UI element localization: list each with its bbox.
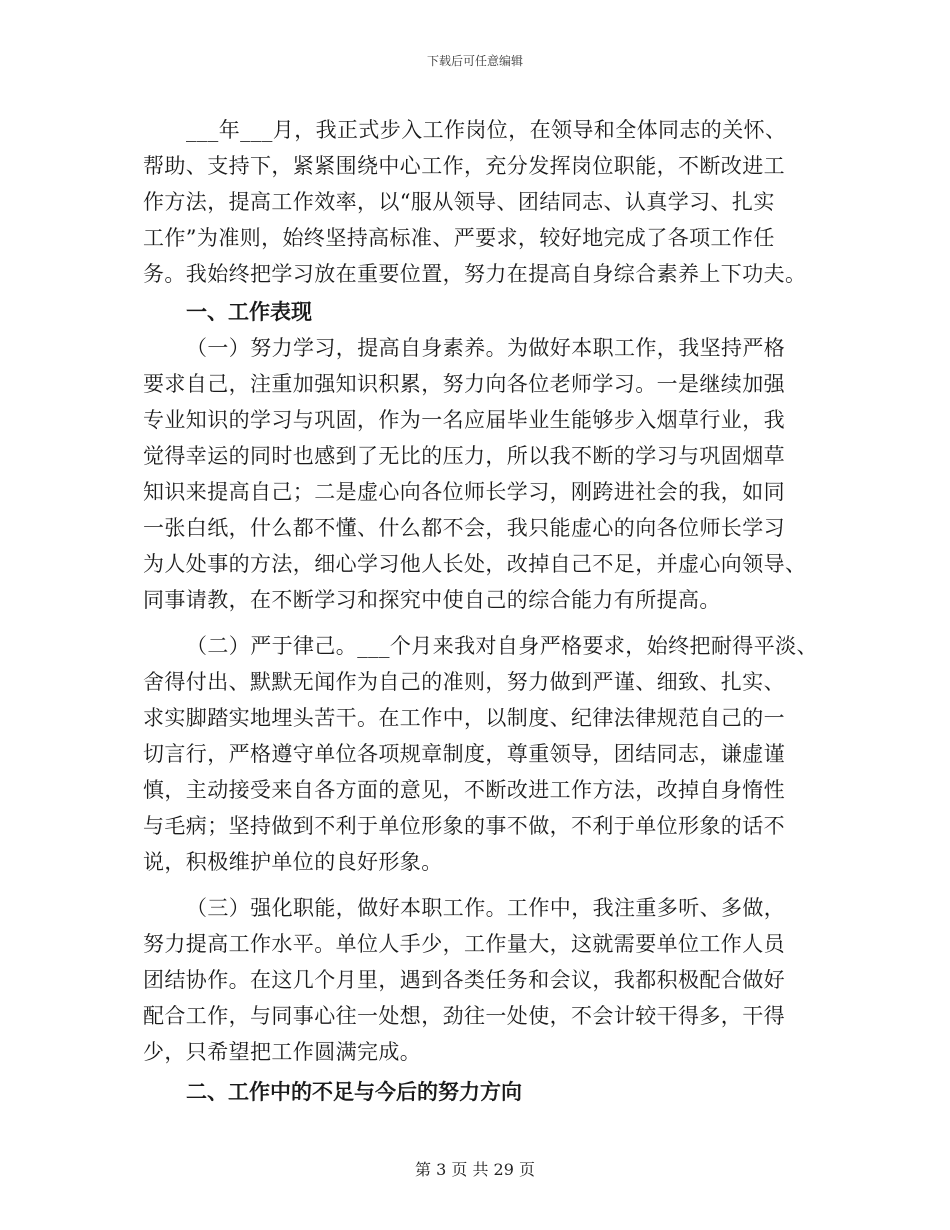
paragraph-line: 与毛病；坚持做到不利于单位形象的事不做，不利于单位形象的话不: [143, 814, 785, 838]
paragraph-line: 慎，主动接受来自各方面的意见，不断改进工作方法，改掉自身惰性: [143, 778, 785, 802]
paragraph-line: ___年___月，我正式步入工作岗位，在领导和全体同志的关怀、: [186, 118, 787, 142]
paragraph-line: 觉得幸运的同时也感到了无比的压力，所以我不断的学习与巩固烟草: [143, 444, 785, 468]
section-heading: 二、工作中的不足与今后的努力方向: [186, 1079, 522, 1104]
paragraph-line: 作方法，提高工作效率，以“服从领导、团结同志、认真学习、扎实: [143, 190, 775, 214]
paragraph-line: （三）强化职能，做好本职工作。工作中，我注重多听、多做，: [186, 896, 786, 920]
paragraph-line: 工作”为准则，始终坚持高标准、严要求，较好地完成了各项工作任: [143, 226, 775, 250]
paragraph-line: 求实脚踏实地埋头苦干。在工作中，以制度、纪律法律规范自己的一: [143, 706, 785, 730]
paragraph-line: 为人处事的方法，细心学习他人长处，改掉自己不足，并虚心向领导、: [143, 552, 807, 576]
paragraph-line: 要求自己，注重加强知识积累，努力向各位老师学习。一是继续加强: [143, 372, 785, 396]
paragraph-line: 帮助、支持下，紧紧围绕中心工作，充分发挥岗位职能，不断改进工: [143, 154, 785, 178]
paragraph-line: 切言行，严格遵守单位各项规章制度，尊重领导，团结同志，谦虚谨: [143, 742, 785, 766]
paragraph-line: 一张白纸，什么都不懂、什么都不会，我只能虚心的向各位师长学习: [143, 516, 785, 540]
paragraph-line: 配合工作，与同事心往一处想，劲往一处使，不会计较干得多，干得: [143, 1004, 785, 1028]
paragraph-line: 同事请教，在不断学习和探究中使自己的综合能力有所提高。: [143, 588, 721, 612]
paragraph-line: 少，只希望把工作圆满完成。: [143, 1040, 422, 1064]
paragraph-line: （二）严于律己。___个月来我对自身严格要求，始终把耐得平淡、: [186, 634, 818, 658]
page-header: 下载后可任意编辑: [426, 54, 523, 68]
paragraph-line: 努力提高工作水平。单位人手少，工作量大，这就需要单位工作人员: [143, 932, 785, 956]
paragraph-line: 说，积极维护单位的良好形象。: [143, 850, 443, 874]
paragraph-line: 务。我始终把学习放在重要位置，努力在提高自身综合素养上下功夫。: [143, 262, 807, 286]
paragraph-line: 专业知识的学习与巩固，作为一名应届毕业生能够步入烟草行业，我: [143, 408, 785, 432]
paragraph-line: 团结协作。在这几个月里，遇到各类任务和会议，我都积极配合做好: [143, 968, 785, 992]
paragraph-line: 舍得付出、默默无闻作为自己的准则，努力做到严谨、细致、扎实、: [143, 670, 785, 694]
page-number: 第 3 页 共 29 页: [415, 1160, 535, 1179]
paragraph-line: 知识来提高自己；二是虚心向各位师长学习，刚跨进社会的我，如同: [143, 480, 785, 504]
paragraph-line: （一）努力学习，提高自身素养。为做好本职工作，我坚持严格: [186, 336, 786, 360]
section-heading: 一、工作表现: [186, 299, 312, 324]
